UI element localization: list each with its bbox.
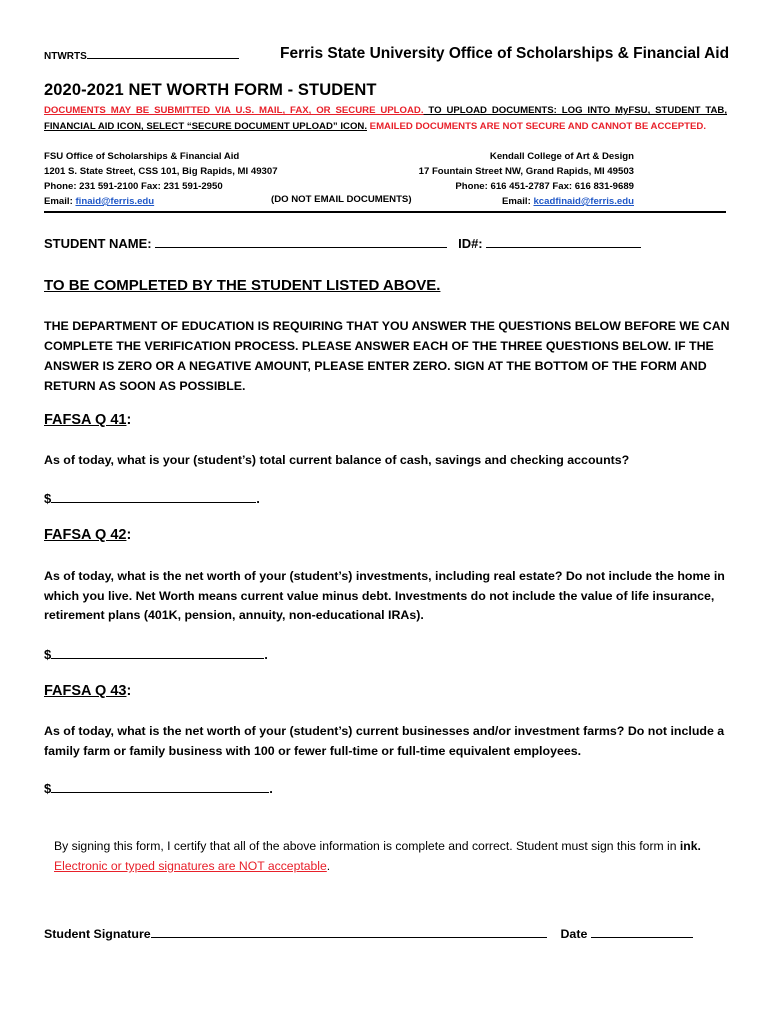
form-code (44, 49, 239, 62)
office-name: Ferris State University Office of Scholarships & Financial Aid (280, 45, 730, 62)
notice-email-warning: EMAILED DOCUMENTS ARE NOT SECURE AND CANNOT BE ACCEPTED. (367, 121, 706, 132)
fsu-phone: Phone: 231 591-2100 Fax: 231 591-2950 (44, 181, 223, 192)
question-41-answer (44, 489, 260, 506)
question-41-text: As of today, what is your (student’s) total current balance of cash, savings and checking accounts? (44, 453, 630, 467)
question-43-colon: : (126, 683, 132, 699)
kendall-office-name: Kendall College of Art & Design (489, 151, 634, 162)
fsu-office-name: FSU Office of Scholarships & Financial Aid (44, 151, 240, 162)
question-42-dollar: $ (44, 647, 52, 662)
question-42-colon: : (126, 527, 132, 543)
question-43-heading (44, 683, 131, 699)
question-42-amount-field[interactable] (51, 645, 264, 659)
certification-statement: By signing this form, I certify that all of the above information is complete and correct. Student must sign this form in (54, 839, 680, 853)
question-42-text: As of today, what is the net worth of your (student’s) investments, including real estate? Do not include the home in which you live. Net Worth means current value minus debt. Investments do not include the value of life insurance, retirement plans (401K, pension, annuity, non-educational IRAs). (44, 569, 725, 622)
notice-upload-instructions: TO UPLOAD DOCUMENTS: LOG INTO MyFSU, STUDENT TAB, FINANCIAL AID ICON, SELECT “SECURE DOCUMENT UPLOAD” ICON. (44, 105, 727, 132)
form-code-label: NTWRTS (44, 51, 87, 62)
student-id-field[interactable] (486, 234, 641, 248)
question-43-period: . (269, 781, 273, 796)
fsu-address: 1201 S. State Street, CSS 101, Big Rapids, MI 49307 (44, 166, 278, 177)
certification-ink: ink. (679, 839, 701, 853)
question-41-period: . (256, 491, 260, 506)
question-42-heading (44, 527, 131, 543)
question-41-amount-field[interactable] (51, 489, 256, 503)
kendall-contact-block (314, 149, 634, 209)
signature-warning: Electronic or typed signatures are NOT acceptable (54, 859, 327, 873)
fsu-email-link[interactable]: finaid@ferris.edu (75, 196, 155, 207)
question-42-period: . (264, 647, 268, 662)
kendall-phone: Phone: 616 451-2787 Fax: 616 831-9689 (455, 181, 634, 192)
student-signature-label: Student Signature (44, 927, 151, 941)
no-email-note: (DO NOT EMAIL DOCUMENTS) (271, 194, 412, 205)
form-code-blank (87, 49, 239, 59)
student-id-label: ID#: (458, 236, 483, 251)
student-name-label: STUDENT NAME: (44, 236, 152, 251)
fsu-email-label: Email: (44, 196, 76, 207)
question-43-dollar: $ (44, 781, 52, 796)
notice-submission-methods: DOCUMENTS MAY BE SUBMITTED VIA U.S. MAIL, FAX, OR SECURE UPLOAD. (44, 105, 424, 116)
question-41-heading (44, 412, 131, 428)
submission-notice (44, 103, 727, 135)
page-title: 2020-2021 NET WORTH FORM - STUDENT (44, 81, 377, 99)
date-label: Date (560, 927, 588, 941)
student-info-row (44, 234, 641, 251)
certification-text (54, 836, 724, 876)
question-41-dollar: $ (44, 491, 52, 506)
question-43-text: As of today, what is the net worth of your (student’s) current businesses and/or investment farms? Do not include a family farm or family business with 100 or fewer full-time or full-time equivalent employees. (44, 724, 725, 758)
certification-end: . (326, 859, 331, 873)
question-43-amount-field[interactable] (51, 779, 269, 793)
kendall-address: 17 Fountain Street NW, Grand Rapids, MI 49503 (418, 166, 634, 177)
kendall-email-label: Email: (502, 196, 534, 207)
student-signature-field[interactable] (151, 924, 547, 938)
student-name-field[interactable] (155, 234, 447, 248)
question-43-answer (44, 779, 273, 796)
date-field[interactable] (591, 924, 693, 938)
signature-row (44, 924, 734, 941)
question-42-answer (44, 645, 268, 662)
kendall-email-link[interactable]: kcadfinaid@ferris.edu (533, 196, 634, 207)
instructions-text: THE DEPARTMENT OF EDUCATION IS REQUIRING THAT YOU ANSWER THE QUESTIONS BELOW BEFORE WE CAN COMPLETE THE VERIFICATION PROCESS. PLEASE ANSWER EACH OF THE THREE QUESTIONS BELOW. IF THE ANSWER IS ZERO OR A NEGATIVE AMOUNT, PLEASE ENTER ZERO. SIGN AT THE BOTTOM OF THE FORM AND RETURN AS SOON AS POSSIBLE. (44, 319, 730, 393)
question-42-title: FAFSA Q 42 (44, 527, 127, 543)
instructions-heading: TO BE COMPLETED BY THE STUDENT LISTED ABOVE. (44, 277, 441, 294)
kendall-email-row (314, 194, 634, 209)
question-43-title: FAFSA Q 43 (44, 683, 127, 699)
question-41-colon: : (126, 412, 132, 428)
header-divider (44, 211, 726, 213)
question-41-title: FAFSA Q 41 (44, 412, 127, 428)
